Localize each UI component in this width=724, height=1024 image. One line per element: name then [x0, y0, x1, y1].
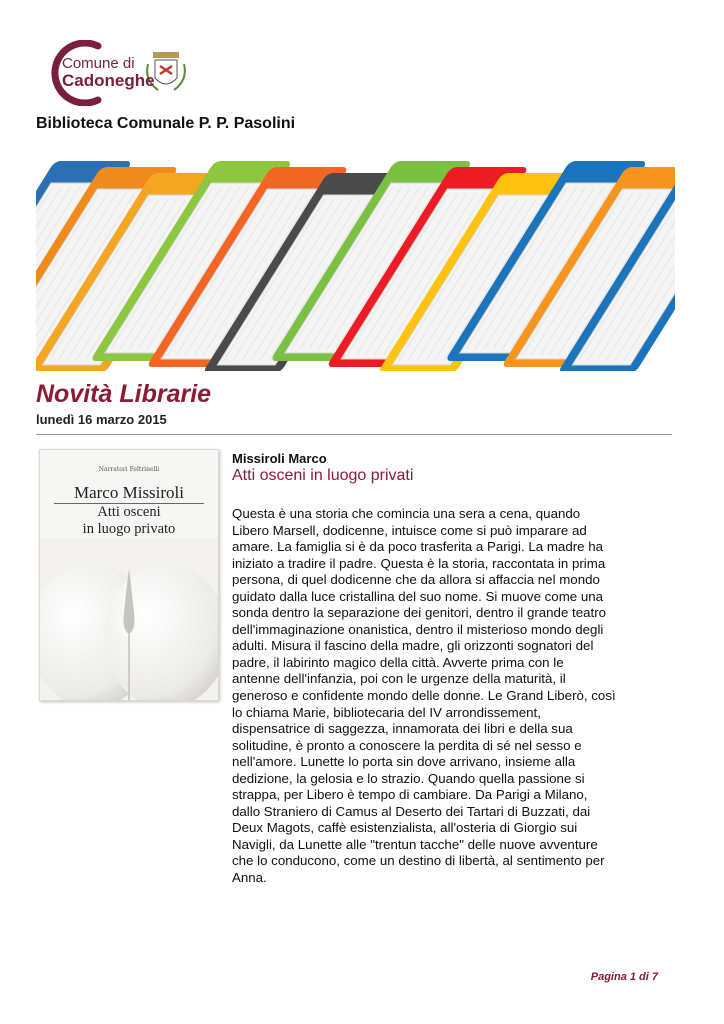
cover-artwork-icon: [40, 538, 218, 700]
colorful-books-row-image: [36, 143, 675, 371]
page-title: Novità Librarie: [36, 380, 212, 408]
book-description: Questa è una storia che comincia una sera a cena, quando Libero Marsell, dodicenne, intuisce come si può imparare ad amare. La famiglia si è da poco trasferita a Parigi. La madre ha iniziato a tradire il padre. Questa è la storia, raccontata in prima persona, di quel dodicenne che da allora si affaccia nel mondo guidato dalla luce cristallina del suo nome. Si muove come una sonda dentro la separazione dei genitori, dentro il grande teatro dell'immaginazione onanistica, dentro il misterioso mondo degli adulti. Misura il fascino della madre, gli orizzonti sognatori del padre, il labirinto magico della città. Avverte prima con le antenne dell'infanzia, poi con le urgenze della maturità, il generoso e confidente mondo delle donne. Le Grand Liberò, così lo chiama Marie, bibliotecaria del IV arrondissement, dispensatrice di saggezza, innamorata dei libri e della sua solitudine, è pronto a conoscere la perdita di sé nel sesso e nell'amore. Lunette lo porta sin dove arrivano, insieme alla dedizione, la gelosia e lo strazio. Quando quella passione si strappa, per Libero è tempo di cambiare. Da Parigi a Milano, dallo Straniero di Camus al Deserto dei Tartari di Buzzati, dai Deux Magots, caffè esistenzialista, all'osteria di Giorgio sui Navigli, da Lunette alle "trentun tacche" delle nuove avventure che lo conducono, come un destino di libertà, al sentimento per Anna.: [232, 506, 616, 886]
cover-author: Marco Missiroli: [73, 483, 185, 502]
banner-books-image: [36, 143, 675, 371]
page-number: Pagina 1 di 7: [590, 971, 658, 983]
cover-publisher: Narratori Feltrinelli: [98, 466, 160, 473]
book-cover: [39, 449, 219, 701]
book-title: Atti osceni in luogo privati: [232, 467, 414, 484]
divider: [36, 434, 672, 435]
logo-line1: Comune di: [62, 55, 135, 72]
publication-date: lunedì 16 marzo 2015: [36, 412, 167, 427]
library-name: Biblioteca Comunale P. P. Pasolini: [36, 115, 296, 132]
logo-line2: Cadoneghe: [62, 71, 155, 90]
book-author: Missiroli Marco: [232, 451, 327, 466]
comune-logo: [36, 40, 196, 106]
cover-title: Atti osceni in luogo privato: [82, 504, 176, 537]
